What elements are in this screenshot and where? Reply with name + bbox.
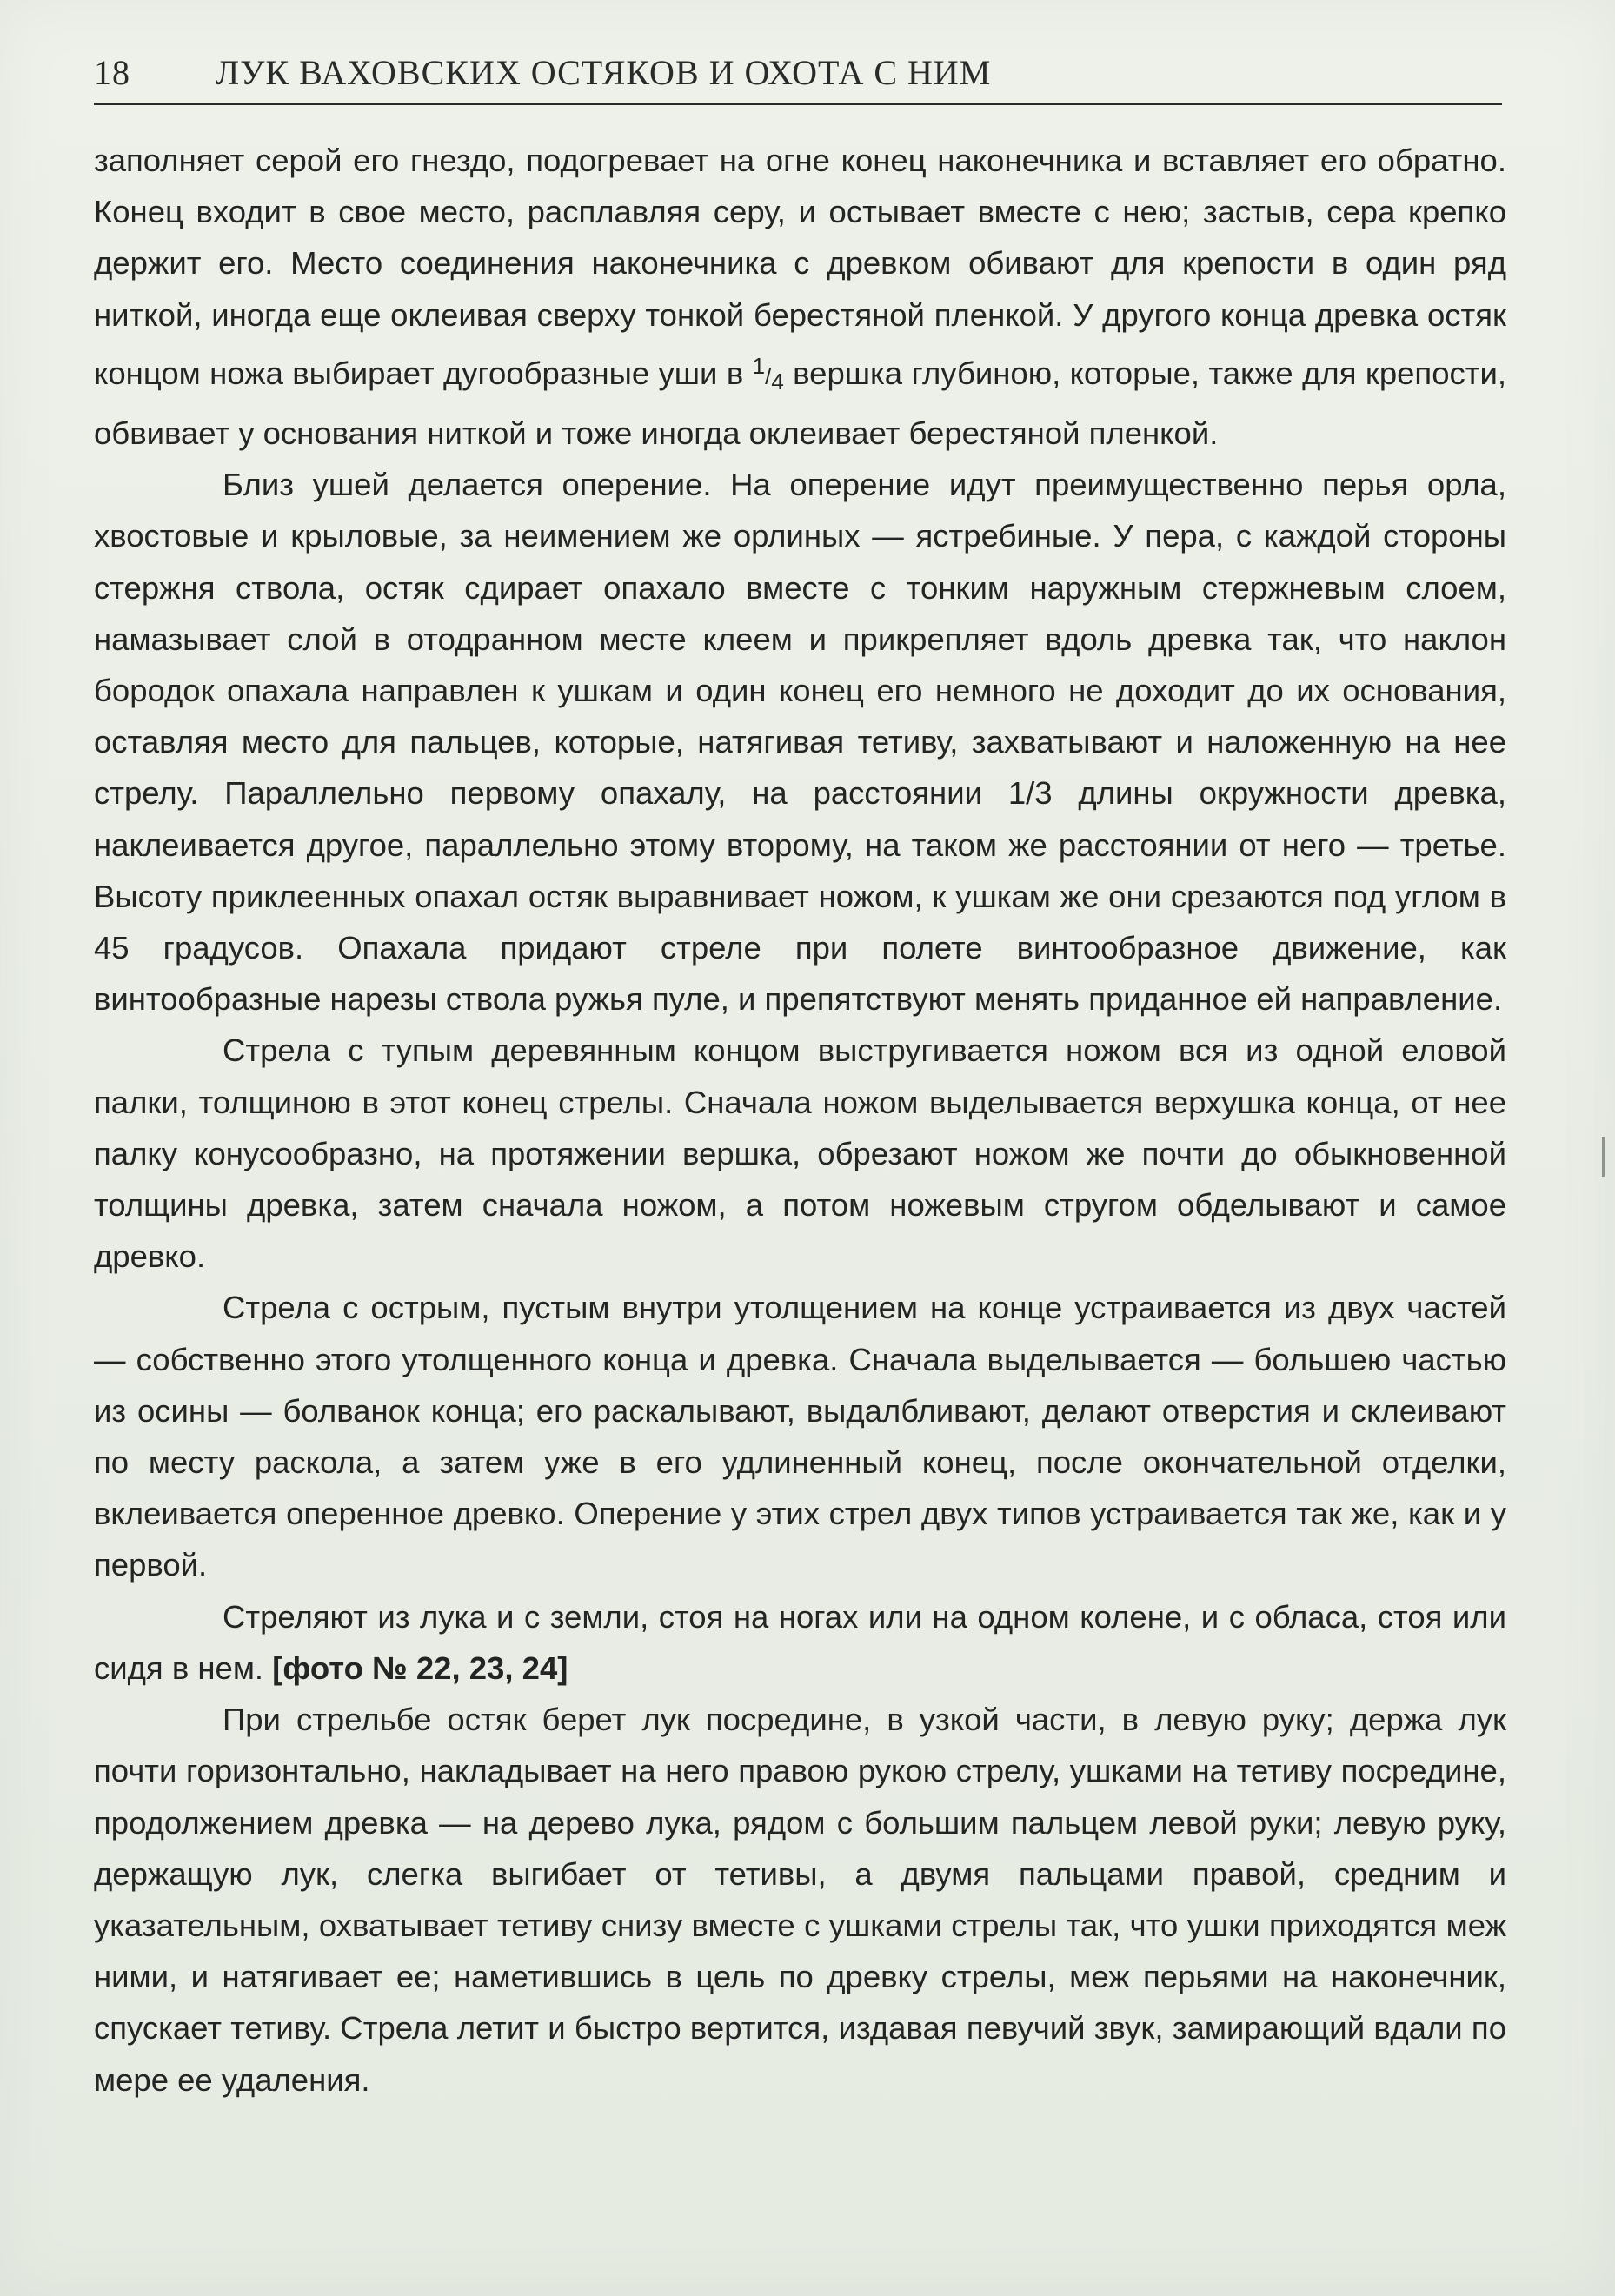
page-number: 18 — [94, 53, 130, 92]
paragraph-1-part-b: вершка глубиною, которые, также для крепости, обвивает у основания ниткой и тоже иногда оклеивает берестяной пленкой. — [94, 355, 1506, 452]
fraction-one-quarter: $^1/_4$ — [752, 352, 784, 395]
paragraph-3: Стрела с тупым деревянным концом выстругивается ножом вся из одной еловой палки, толщиною в этот конец стрелы. Сначала ножом выделывается верхушка конца, от нее палку конусообразно, на протяжении вершка, обрезают ножом же почти до обыкновенной толщины древка, затем сначала ножом, а потом ножевым стругом обделывают и самое древко. — [94, 1032, 1506, 1275]
paragraph-5 — [94, 1591, 1506, 1694]
photo-reference: [фото № 22, 23, 24] — [272, 1649, 568, 1686]
running-title: ЛУК ВАХОВСКИХ ОСТЯКОВ И ОХОТА С НИМ — [216, 53, 992, 92]
fraction-denominator: 4 — [771, 368, 784, 395]
running-header — [94, 50, 1502, 105]
body-text — [94, 135, 1506, 2106]
paragraph-2: Близ ушей делается оперение. На оперение идут преимущественно перья орла, хвостовые и крыловые, за неимением же орлиных — ястребиные. У пера, с каждой стороны стержня ствола, остяк сдирает опахало вместе с тонким наружным стержневым слоем, намазывает слой в отодранном месте клеем и прикрепляет вдоль древка так, что наклон бородок опахала направлен к ушкам и один конец его немного не доходит до их основания, оставляя место для пальцев, которые, натягивая тетиву, захватывают и наложенную на нее стрелу. Параллельно первому опахалу, на расстоянии 1/3 длины окружности древка, наклеивается другое, параллельно этому второму, на таком же расстоянии от него — третье. Высоту приклеенных опахал остяк выравнивает ножом, к ушкам же они срезаются под углом в 45 градусов. Опахала придают стреле при полете винтообразное движение, как винтообразные нарезы ствола ружья пуле, и препятствуют менять приданное ей направление. — [94, 467, 1506, 1018]
paragraph-5-text: Стреляют из лука и с земли, стоя на ногах или на одном колене, и с обласа, стоя или сидя в нем. — [94, 1598, 1506, 1686]
paragraph-6: При стрельбе остяк берет лук посредине, в узкой части, в левую руку; держа лук почти горизонтально, накладывает на него правою рукою стрелу, ушками на тетиву посредине, продолжением древка — на дерево лука, рядом с большим пальцем левой руки; левую руку, держащую лук, слегка выгибает от тетивы, а двумя пальцами правой, средним и указательным, охватывает тетиву снизу вместе с ушками стрелы так, что ушки приходятся меж ними, и натягивает ее; наметившись в цель по древку стрелы, меж перьями на наконечник, спускает тетиву. Стрела летит и быстро вертится, издавая певучий звук, замирающий вдали по мере ее удаления. — [94, 1702, 1506, 2098]
paragraph-1-part-a: заполняет серой его гнездо, подогревает на огне конец наконечника и вставляет его обратно. Конец входит в свое место, расплавляя серу, и остывает вместе с нею; застыв, сера крепко держит его. Место соединения наконечника с древком обивают для крепости в один ряд ниткой, иногда еще оклеивая сверху тонкой берестяной пленкой. У другого конца древка остяк концом ножа выбирает дугообразные уши в — [94, 143, 1506, 391]
paragraph-4: Стрела с острым, пустым внутри утолщением на конце устраивается из двух частей — собственно этого утолщенного конца и древка. Сначала выделывается — большею частью из осины — болванок конца; его раскалывают, выдалбливают, делают отверстия и склеивают по месту раскола, а затем уже в его удлиненный конец, после окончательной отделки, вклеивается оперенное древко. Оперение у этих стрел двух типов устраивается так же, как и у первой. — [94, 1290, 1506, 1583]
page-edge-mark — [1602, 1137, 1605, 1177]
paragraph-1 — [94, 135, 1506, 459]
fraction-numerator: 1 — [752, 352, 766, 379]
